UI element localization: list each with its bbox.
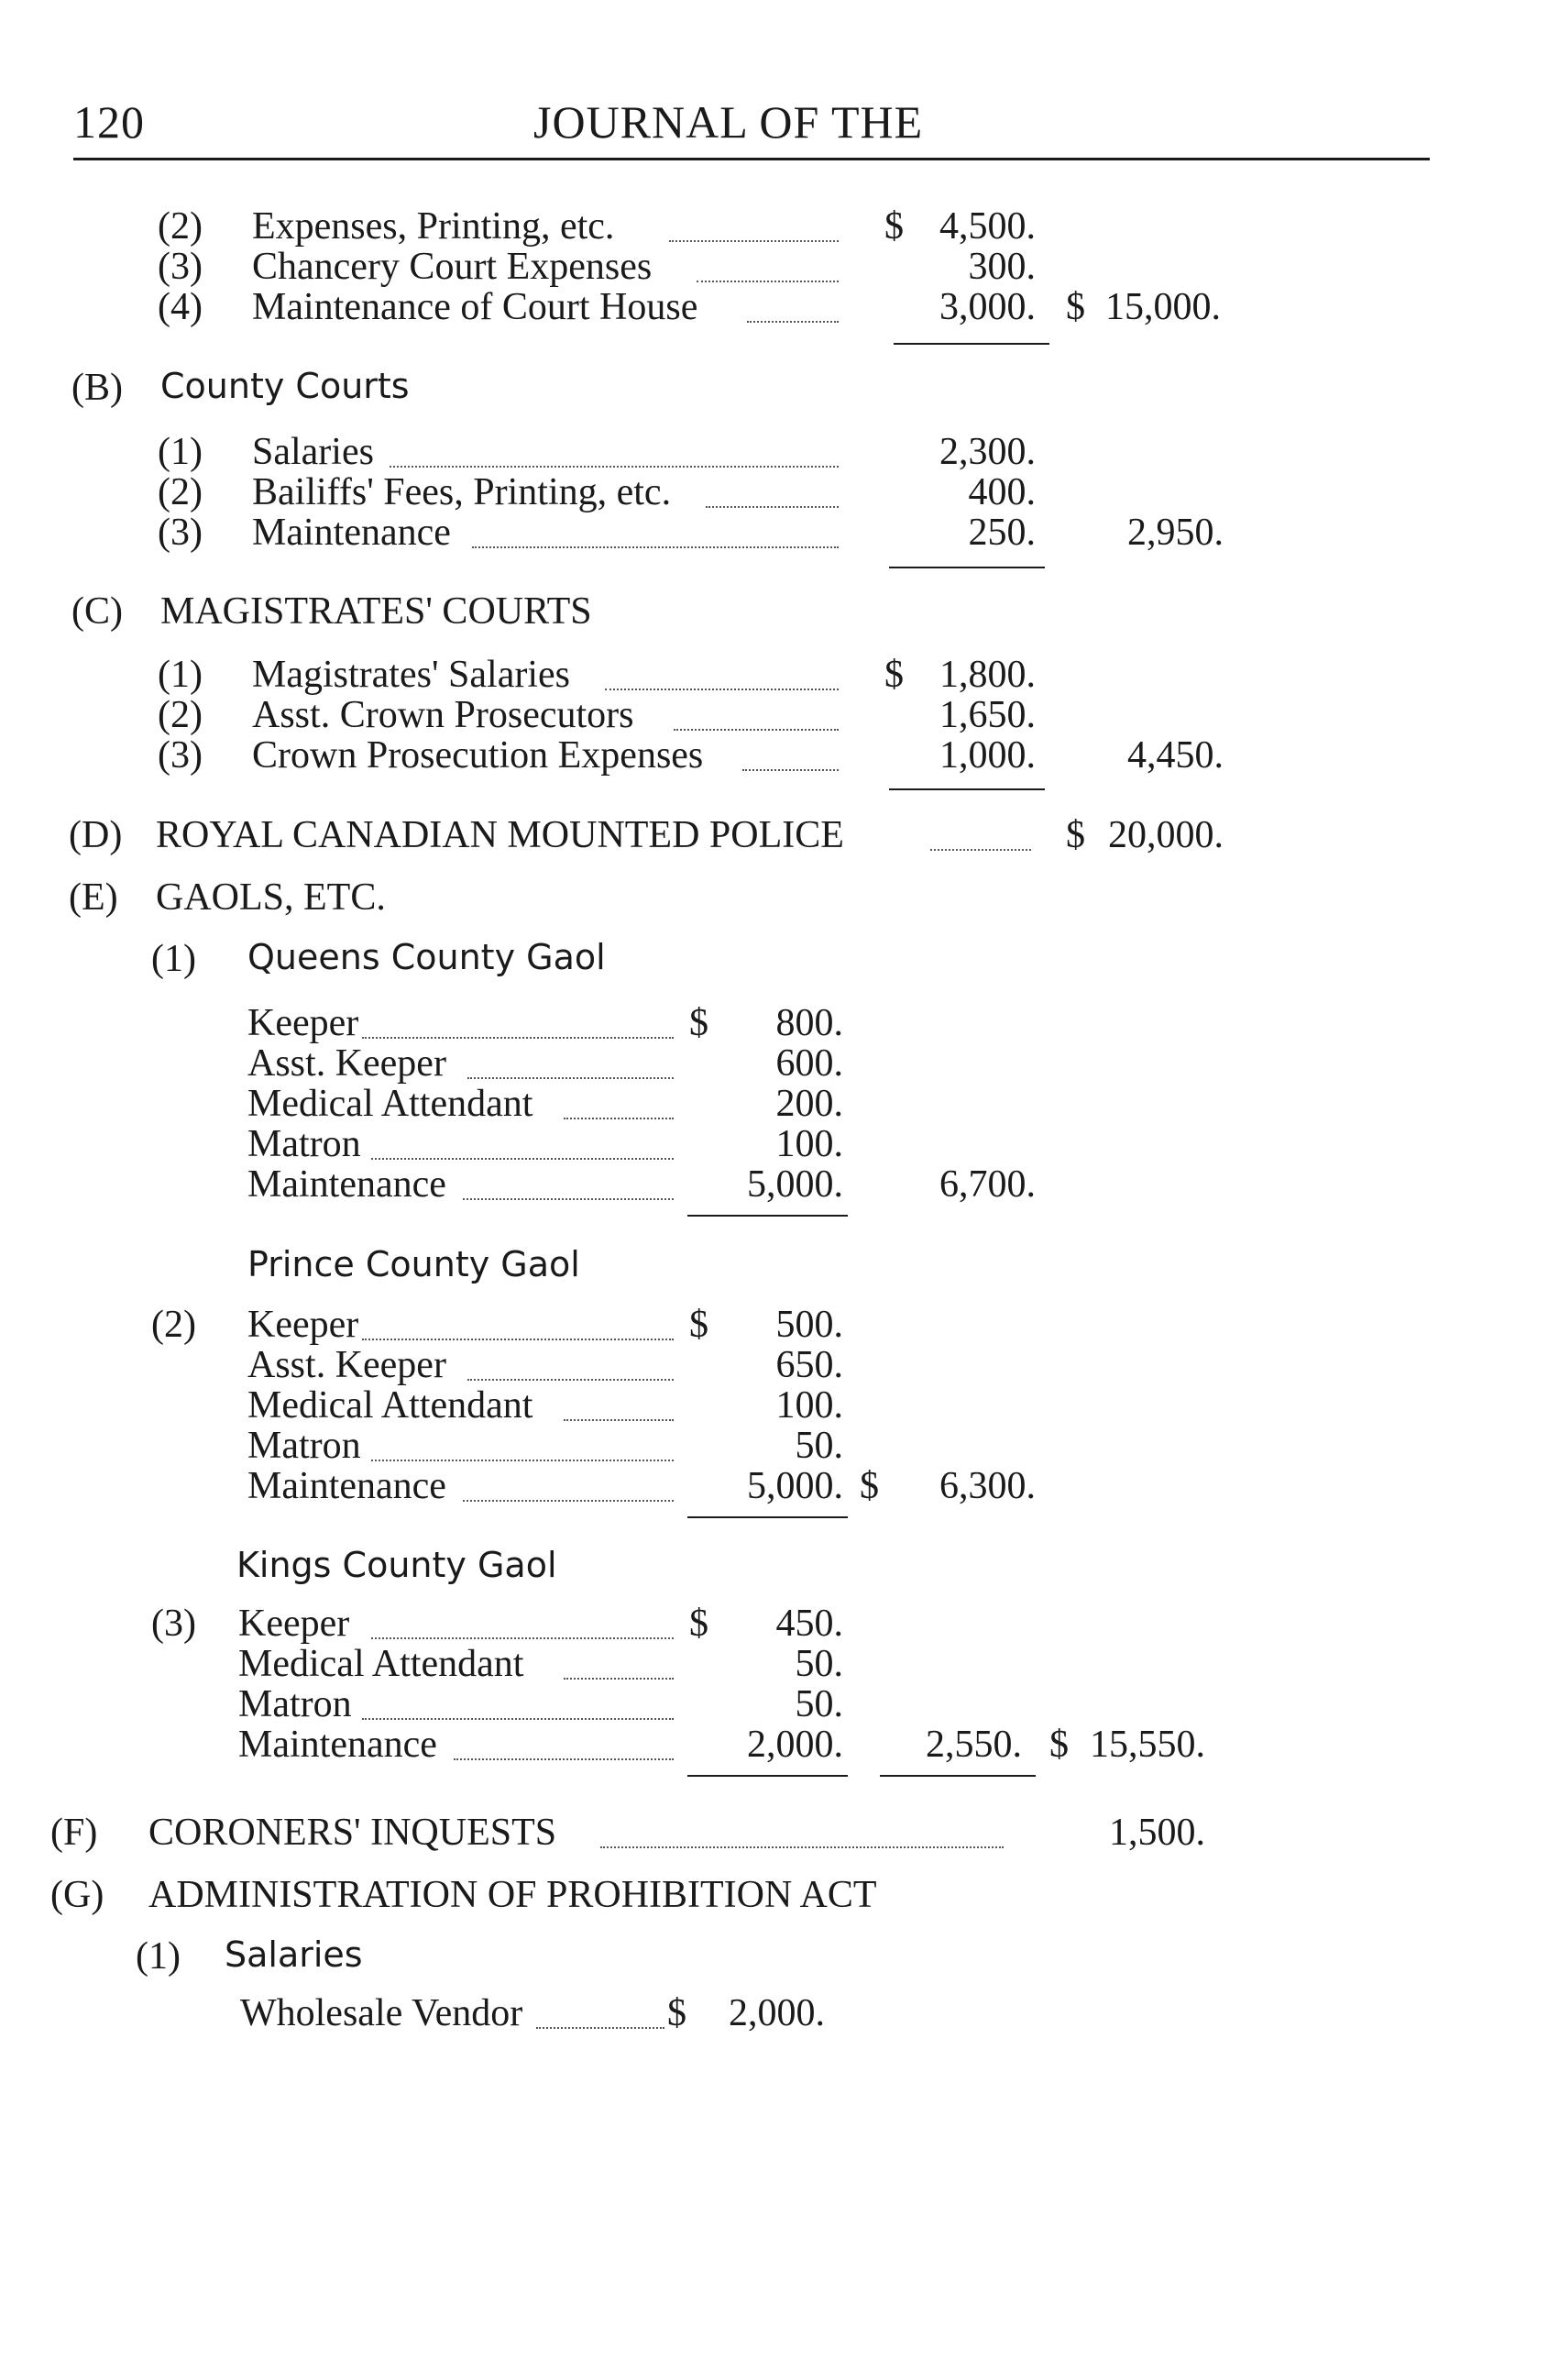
item-label: Maintenance of Court House [252, 286, 698, 328]
leader-dots [467, 1379, 674, 1381]
item-label: Magistrates' Salaries [252, 654, 570, 696]
item-label: Matron [238, 1683, 352, 1725]
item-number: (3) [158, 512, 203, 554]
sum-rule [880, 1775, 1036, 1777]
gaol-total: 6,700. [939, 1163, 1036, 1206]
page-title: JOURNAL OF THE [533, 96, 924, 148]
item-label: Wholesale Vendor [240, 1992, 523, 2034]
leader-dots [674, 729, 839, 731]
gaol-title: Prince County Gaol [247, 1244, 580, 1284]
section-total: 1,500. [1109, 1812, 1205, 1854]
leader-dots [390, 466, 839, 468]
section-total: 15,000. [1105, 286, 1221, 328]
item-label: Asst. Crown Prosecutors [252, 694, 634, 736]
item-amount: 3,000. [939, 286, 1036, 328]
item-amount: 2,300. [939, 431, 1036, 473]
leader-dots [362, 1037, 674, 1039]
leader-dots [564, 1118, 674, 1119]
section-title: ROYAL CANADIAN MOUNTED POLICE [156, 814, 844, 856]
item-amount: 5,000. [747, 1163, 843, 1206]
item-amount: 4,500. [939, 205, 1036, 248]
sub-title: Salaries [225, 1934, 363, 1975]
item-number: (4) [158, 286, 203, 328]
leader-dots [706, 506, 839, 508]
dollar-sign: $ [689, 1603, 708, 1645]
leader-dots [697, 281, 839, 282]
item-amount: 1,650. [939, 694, 1036, 736]
leader-dots [669, 240, 839, 242]
item-label: Bailiffs' Fees, Printing, etc. [252, 471, 672, 513]
item-label: Chancery Court Expenses [252, 246, 653, 288]
dollar-sign: $ [689, 1304, 708, 1346]
section-total: 2,950. [1127, 512, 1224, 554]
leader-dots [362, 1339, 674, 1340]
leader-dots [371, 1637, 674, 1639]
section-letter: (F) [50, 1812, 98, 1854]
item-amount: 650. [775, 1344, 843, 1386]
leader-dots [605, 689, 839, 690]
item-amount: 450. [775, 1603, 843, 1645]
section-total: 15,550. [1090, 1724, 1205, 1766]
item-label: Medical Attendant [247, 1384, 533, 1427]
item-label: Expenses, Printing, etc. [252, 205, 615, 248]
gaol-number: (1) [151, 938, 196, 980]
item-amount: 400. [968, 471, 1036, 513]
item-label: Salaries [252, 431, 374, 473]
item-amount: 500. [775, 1304, 843, 1346]
item-label: Matron [247, 1123, 361, 1165]
item-number: (2) [158, 694, 203, 736]
item-amount: 1,800. [939, 654, 1036, 696]
total-dollar-sign: $ [1049, 1724, 1069, 1766]
item-amount: 2,000. [729, 1992, 825, 2034]
item-label: Maintenance [247, 1465, 446, 1507]
item-label: Maintenance [247, 1163, 446, 1206]
item-label: Keeper [247, 1002, 359, 1044]
item-amount: 800. [775, 1002, 843, 1044]
section-title: GAOLS, ETC. [156, 876, 386, 919]
dollar-sign: $ [884, 654, 904, 696]
page-number: 120 [73, 96, 145, 148]
section-letter: (G) [50, 1874, 104, 1916]
leader-dots [371, 1460, 674, 1461]
leader-dots [454, 1758, 674, 1760]
sum-rule [687, 1516, 848, 1518]
section-letter: (E) [69, 876, 118, 919]
total-dollar-sign: $ [860, 1465, 879, 1507]
sum-rule [889, 567, 1045, 568]
leader-dots [371, 1158, 674, 1160]
item-label: Maintenance [252, 512, 451, 554]
leader-dots [742, 769, 839, 771]
leader-dots [463, 1198, 674, 1200]
section-letter: (B) [71, 367, 123, 409]
gaol-title: Kings County Gaol [236, 1545, 557, 1585]
item-amount: 1,000. [939, 734, 1036, 777]
item-label: Asst. Keeper [247, 1042, 446, 1085]
item-amount: 50. [795, 1425, 843, 1467]
item-label: Asst. Keeper [247, 1344, 446, 1386]
dollar-sign: $ [667, 1992, 686, 2034]
leader-dots [747, 321, 839, 323]
gaol-subtotal: 2,550. [926, 1724, 1022, 1766]
item-number: (3) [158, 734, 203, 777]
item-amount: 200. [775, 1083, 843, 1125]
sum-rule [889, 788, 1045, 790]
leader-dots [536, 2027, 664, 2029]
gaol-title: Queens County Gaol [247, 937, 606, 977]
item-label: Matron [247, 1425, 361, 1467]
leader-dots [472, 546, 839, 548]
item-label: Medical Attendant [238, 1643, 524, 1685]
gaol-number: (2) [151, 1304, 196, 1346]
section-total: 4,450. [1127, 734, 1224, 777]
section-letter: (C) [71, 590, 123, 633]
section-title: CORONERS' INQUESTS [148, 1812, 557, 1854]
header-rule [73, 158, 1430, 160]
item-label: Keeper [238, 1603, 350, 1645]
gaol-total: 6,300. [939, 1465, 1036, 1507]
item-label: Medical Attendant [247, 1083, 533, 1125]
item-amount: 5,000. [747, 1465, 843, 1507]
section-title: MAGISTRATES' COURTS [160, 590, 592, 633]
item-number: (1) [158, 654, 203, 696]
leader-dots [362, 1718, 674, 1720]
item-amount: 100. [775, 1384, 843, 1427]
sum-rule [687, 1775, 848, 1777]
leader-dots [463, 1500, 674, 1502]
sum-rule [687, 1215, 848, 1217]
item-label: Keeper [247, 1304, 359, 1346]
item-amount: 250. [968, 512, 1036, 554]
section-letter: (D) [69, 814, 123, 856]
item-amount: 50. [795, 1683, 843, 1725]
item-number: (2) [158, 471, 203, 513]
section-title: ADMINISTRATION OF PROHIBITION ACT [148, 1874, 877, 1916]
total-dollar-sign: $ [1066, 286, 1085, 328]
item-label: Crown Prosecution Expenses [252, 734, 704, 777]
dollar-sign: $ [884, 205, 904, 248]
leader-dots [467, 1077, 674, 1079]
sum-rule [894, 343, 1049, 345]
item-amount: 600. [775, 1042, 843, 1085]
sub-number: (1) [136, 1935, 181, 1978]
leader-dots [564, 1419, 674, 1421]
total-dollar-sign: $ [1066, 814, 1085, 856]
item-amount: 300. [968, 246, 1036, 288]
leader-dots [600, 1846, 1004, 1848]
section-total: 20,000. [1108, 814, 1224, 856]
item-amount: 100. [775, 1123, 843, 1165]
leader-dots [564, 1678, 674, 1680]
item-label: Maintenance [238, 1724, 437, 1766]
dollar-sign: $ [689, 1002, 708, 1044]
item-number: (3) [158, 246, 203, 288]
item-amount: 2,000. [747, 1724, 843, 1766]
item-number: (1) [158, 431, 203, 473]
section-title: County Courts [160, 366, 410, 406]
leader-dots [930, 849, 1031, 851]
gaol-number: (3) [151, 1603, 196, 1645]
item-number: (2) [158, 205, 203, 248]
item-amount: 50. [795, 1643, 843, 1685]
